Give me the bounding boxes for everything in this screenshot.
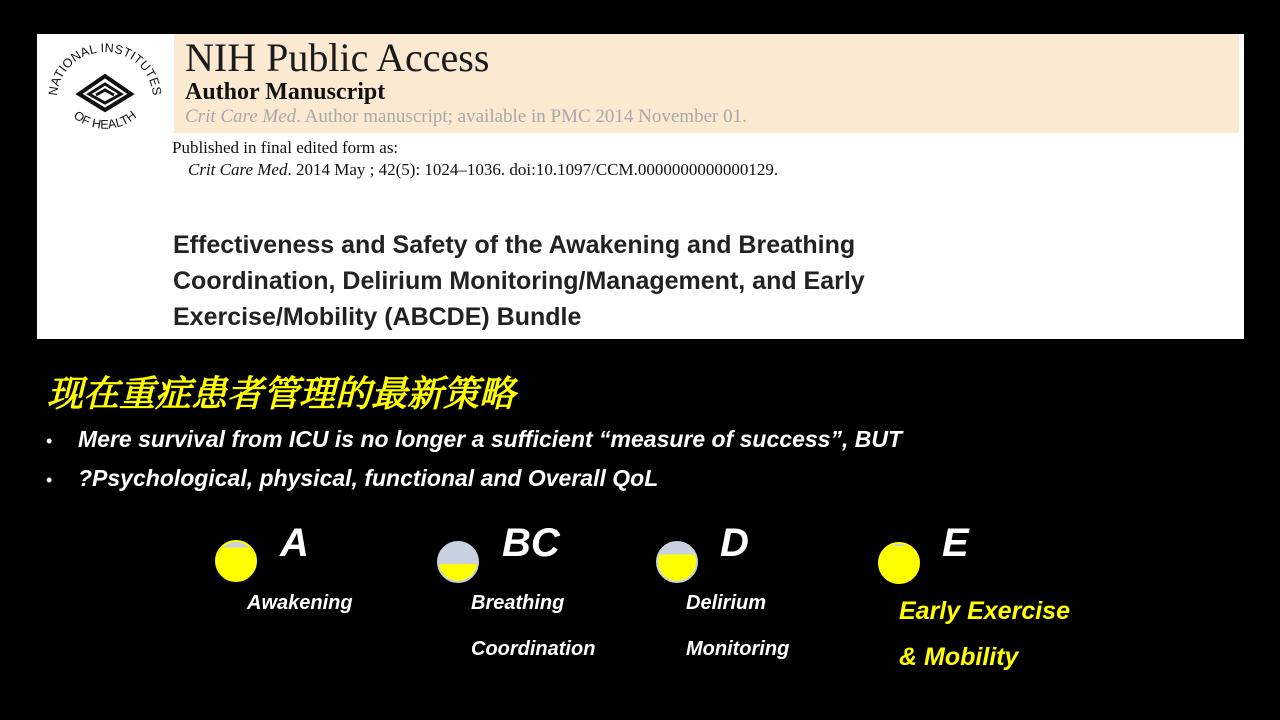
fill-level-circle-icon xyxy=(878,542,920,584)
bundle-letter: E xyxy=(942,521,969,565)
paper-title xyxy=(173,227,865,335)
citation-details: . 2014 May ; 42(5): 1024–1036. doi:10.1097/CCM.0000000000000129. xyxy=(287,160,779,179)
paper-title-line: Exercise/Mobility (ABCDE) Bundle xyxy=(173,303,582,331)
bundle-label: Breathing xyxy=(471,592,565,614)
bundle-letter: BC xyxy=(502,521,560,565)
bundle-label: Early Exercise xyxy=(899,597,1070,625)
paper-title-line: Effectiveness and Safety of the Awakening and Breathing xyxy=(173,231,856,259)
bullet-text: Mere survival from ICU is no longer a sufficient “measure of success”, BUT xyxy=(78,426,902,452)
bullet-item xyxy=(46,426,902,453)
svg-text:NATIONAL INSTITUTES: NATIONAL INSTITUTES xyxy=(45,40,165,97)
bullet-text: ?Psychological, physical, functional and Overall QoL xyxy=(78,465,659,491)
published-label: Published in final edited form as: xyxy=(172,138,399,157)
bundle-letter: A xyxy=(280,521,309,565)
fill-level-circle-icon xyxy=(215,540,257,582)
paper-title-line: Coordination, Delirium Monitoring/Management, and Early xyxy=(173,267,865,295)
slide-heading: 现在重症患者管理的最新策略 xyxy=(47,374,516,415)
fill-level-circle-icon xyxy=(656,541,698,583)
journal-name: Crit Care Med xyxy=(185,106,297,127)
availability-line xyxy=(185,106,747,128)
bundle-label: Monitoring xyxy=(686,638,790,660)
bundle-letter: D xyxy=(720,521,749,565)
bullet-dot-icon: • xyxy=(46,431,53,451)
nih-subtitle: Author Manuscript xyxy=(185,79,386,105)
bundle-label: Awakening xyxy=(247,592,353,614)
fill-level-circle-icon xyxy=(437,541,479,583)
bullet-item xyxy=(46,465,658,492)
bundle-label: & Mobility xyxy=(899,643,1019,671)
nih-title: NIH Public Access xyxy=(185,35,490,80)
paper-screenshot xyxy=(37,34,1244,339)
bundle-label: Coordination xyxy=(471,638,596,660)
svg-text:OF HEALTH: OF HEALTH xyxy=(71,108,139,132)
citation-journal: Crit Care Med xyxy=(188,160,288,179)
availability-text: . Author manuscript; available in PMC 2014 November 01. xyxy=(296,106,747,127)
bundle-label: Delirium xyxy=(686,592,767,614)
bullet-dot-icon: • xyxy=(46,470,53,490)
nih-logo xyxy=(41,38,169,132)
citation xyxy=(188,160,778,180)
